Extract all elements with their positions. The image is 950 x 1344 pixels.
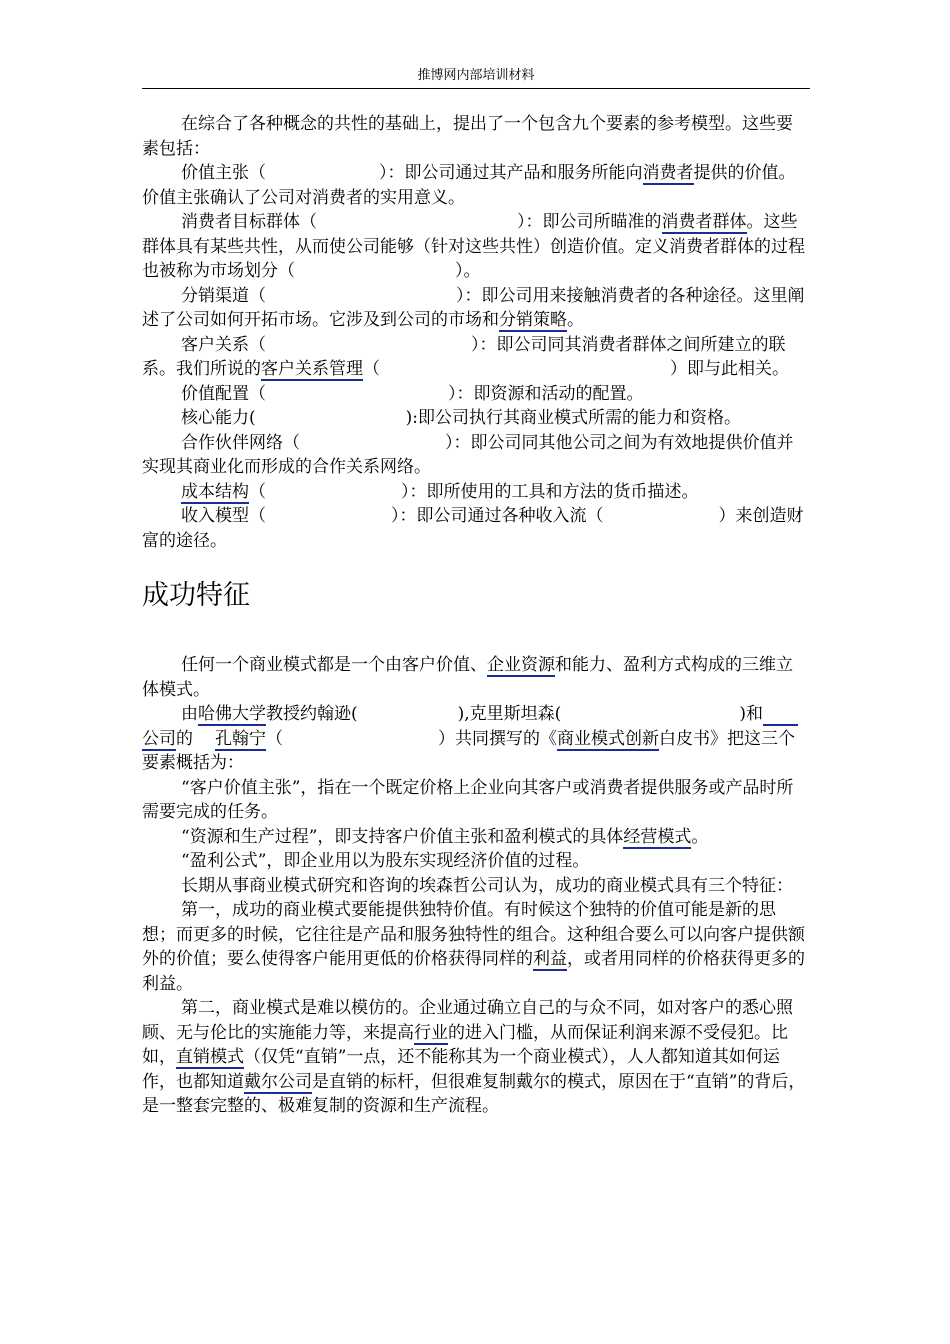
link-consumer-group[interactable]: 消费者群体 [661,212,747,232]
element-distribution-channel: 分销渠道（ ）：即公司用来接触消费者的各种途径。这里阐述了公司如何开拓市场。它涉及到公司的市场和分销策略。 [142,285,805,330]
page-header [142,66,810,89]
element-partner-network: 合作伙伴网络（ ）：即公司同其他公司之间为有效地提供价值并实现其商业化而形成的合作关系网络。 [142,432,794,477]
link-direct-sales-model[interactable]: 直销模式 [176,1047,244,1067]
element-core-capability: 核心能力( ):即公司执行其商业模式所需的能力和资格。 [181,408,741,428]
link-enterprise-resources[interactable]: 企业资源 [487,655,555,675]
element-value-proposition: 价值主张（ ）：即公司通过其产品和服务所能向消费者提供的价值。价值主张确认了公司对消费者的实用意义。 [142,163,796,208]
link-kong-hanning[interactable]: 孔翰宁 [215,728,266,749]
link-dell[interactable]: 戴尔公司 [244,1071,312,1092]
link-cost-structure[interactable]: 成本结构 [181,481,249,502]
link-operating-model[interactable]: 经营模式 [623,826,692,847]
link-industry[interactable]: 行业 [414,1022,448,1043]
intro-paragraph: 在综合了各种概念的共性的基础上，提出了一个包含九个要素的参考模型。这些要素包括： [142,114,793,159]
paragraph-second-feature: 第二，商业模式是难以模仿的。企业通过确立自己的与众不同，如对客户的悉心照顾、无与伦比的实施能力等，来提高行业的进入门槛，从而保证利润来源不受侵犯。比如，直销模式（仅凭“直销”一点，还不能称其为一个商业模式），人人都知道其如何运作，也都知道戴尔公司是直销的标杆，但很难复制戴尔的模式，原因在于“直销”的背后，是一整套完整的、极难复制的资源和生产流程。 [142,998,806,1116]
link-company[interactable]: 公司 [142,704,798,751]
element-customer-relationship: 客户关系（ ）：即公司同其消费者群体之间所建立的联系。我们所说的客户关系管理（ ）即与此相关。 [142,334,789,379]
header-title: 推博网内部培训材料 [417,68,535,83]
element-revenue-model: 收入模型（ ）：即公司通过各种收入流（ ）来创造财富的途径。 [142,506,804,551]
link-business-model-innovation[interactable]: 商业模式创新 [557,728,659,749]
link-harvard[interactable]: 哈佛大学 [198,704,266,724]
link-consumer[interactable]: 消费者 [642,163,694,183]
link-crm[interactable]: 客户关系管理 [261,359,363,379]
element-target-customers: 消费者目标群体（ ）：即公司所瞄准的消费者群体。这些群体具有某些共性，从而使公司能够（针对这些共性）创造价值。定义消费者群体的过程也被称为市场划分（ ）。 [142,212,805,281]
paragraph-profit-formula: “盈利公式”，即企业用以为股东实现经济价值的过程。 [181,851,590,871]
paragraph-whitepaper: 由哈佛大学教授约翰逊( ),克里斯坦森( )和公司的 孔翰宁（ ）共同撰写的《商业模式创新白皮书》把这三个要素概括为： [142,702,808,776]
paragraph-resources: “资源和生产过程”，即支持客户价值主张和盈利模式的具体经营模式。 [181,826,709,847]
paragraph-accenture: 长期从事商业模式研究和咨询的埃森哲公司认为，成功的商业模式具有三个特征： [181,875,793,896]
paragraph-customer-value: “客户价值主张”，指在一个既定价格上企业向其客户或消费者提供服务或产品时所需要完成的任务。 [142,777,794,822]
document-body [142,112,808,1119]
element-cost-structure: 成本结构（ ）：即所使用的工具和方法的货币描述。 [181,481,699,502]
element-value-configuration: 价值配置（ ）：即资源和活动的配置。 [181,383,644,404]
section-heading-success-features: 成功特征 [142,580,250,611]
paragraph-3d-model: 任何一个商业模式都是一个由客户价值、企业资源和能力、盈利方式构成的三维立体模式。 [142,655,793,700]
link-benefit[interactable]: 利益 [533,949,567,969]
link-distribution-strategy[interactable]: 分销策略 [499,310,567,330]
paragraph-first-feature: 第一，成功的商业模式要能提供独特价值。有时候这个独特的价值可能是新的思想；而更多的时候，它往往是产品和服务独特性的组合。这种组合要么可以向客户提供额外的价值；要么使得客户能用更低的价格获得同样的利益，或者用同样的价格获得更多的利益。 [142,900,805,994]
